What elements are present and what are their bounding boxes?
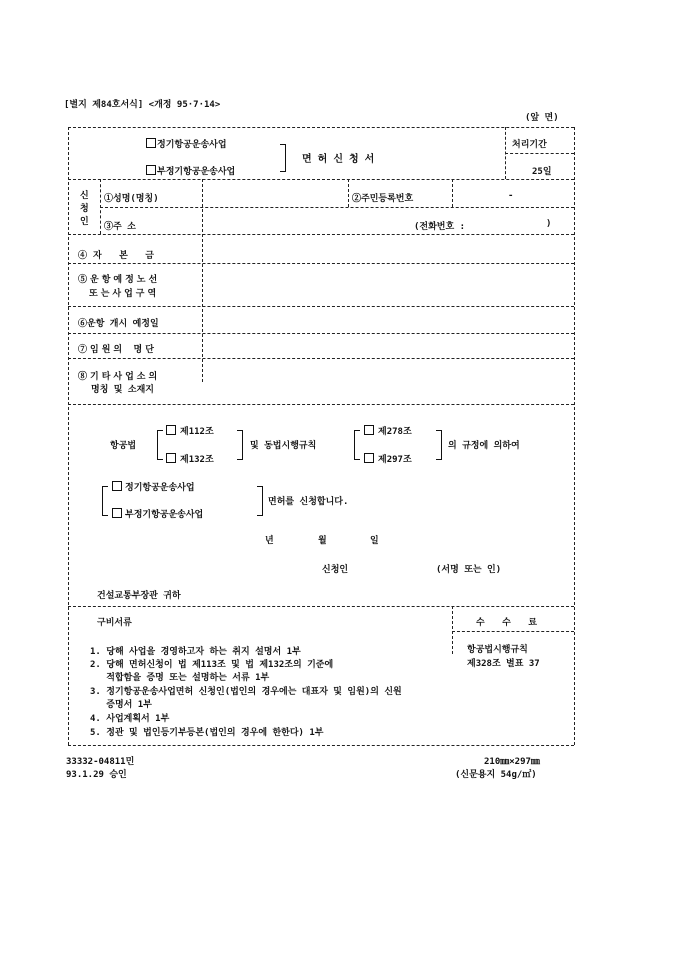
officers-label: ⑦임원의 명단 [78, 345, 157, 355]
apply-text: 면허를 신청합니다. [268, 497, 349, 507]
sign-or-seal: (서명 또는 인) [436, 565, 502, 575]
art132-checkbox[interactable] [166, 453, 176, 463]
fee-title: 수 수 료 [476, 618, 543, 628]
doc-item-5: 5. 정관 및 법인등기부등본(법인의 경우에 한한다) 1부 [90, 728, 324, 738]
decl-regular-label: 정기항공운송사업 [125, 483, 195, 493]
frame-top [68, 127, 574, 128]
frame-left [68, 127, 69, 745]
option-irregular-label: 부정기항공운송사업 [157, 167, 236, 177]
processing-label: 처리기간 [512, 140, 547, 150]
law-rule: 및 동법시행규칙 [250, 441, 317, 451]
art297-label: 제297조 [378, 455, 412, 465]
art297-checkbox[interactable] [364, 453, 374, 463]
applicant-section-label: 신청인 [80, 191, 89, 227]
art112-label: 제112조 [180, 427, 214, 437]
route-label-2: 또는사업구역 [89, 289, 160, 299]
fee-line2: 제328조 별표 37 [467, 659, 540, 669]
form-number: [별지 제84호서식] <개정 95·7·14> [64, 100, 221, 110]
title-bracket [280, 144, 286, 172]
doc-item-3: 3. 정기항공운송사업면허 신청인(법인의 경우에는 대표자 및 임원)의 신원 [90, 687, 402, 697]
doc-item-2b: 적합함을 증명 또는 설명하는 서류 1부 [90, 673, 270, 683]
address-label: ③주 소 [104, 222, 136, 232]
office-label: ⑧기타사업소의 [78, 372, 161, 382]
date-year: 년 [265, 536, 274, 546]
approval-date: 93.1.29 승인 [66, 770, 127, 780]
office-label-2: 명칭 및 소재지 [91, 385, 155, 395]
route-label: ⑤운항예정노선 [78, 275, 161, 285]
law-tail: 의 규정에 의하여 [448, 441, 520, 451]
rrn-label: ②주민등록번호 [352, 194, 414, 204]
frame-right [574, 127, 575, 745]
art112-checkbox[interactable] [166, 425, 176, 435]
name-label: ①성명(명칭) [104, 194, 159, 204]
paper-size: 210㎜×297㎜ [484, 757, 540, 767]
decl-regular-checkbox[interactable] [112, 481, 122, 491]
option-regular-checkbox[interactable] [146, 138, 156, 148]
form-code: 33332-04811민 [66, 757, 135, 767]
processing-value: 25일 [532, 167, 552, 177]
frame-bottom [68, 745, 574, 746]
date-day: 일 [370, 536, 379, 546]
page-side: (앞 면) [525, 113, 559, 123]
phone-label: (전화번호 : [414, 222, 466, 232]
start-date-label: ⑥운항 개시 예정일 [78, 319, 159, 329]
law-name: 항공법 [110, 441, 137, 451]
rrn-value: - [508, 191, 514, 201]
processing-split [505, 153, 574, 154]
applicant-sign-label: 신청인 [322, 565, 349, 575]
paper-type: (신문용지 54g/㎡) [455, 770, 537, 780]
recipient: 건설교통부장관 귀하 [97, 591, 181, 601]
decl-irregular-label: 부정기항공운송사업 [125, 510, 204, 520]
art132-label: 제132조 [180, 455, 214, 465]
option-irregular-checkbox[interactable] [146, 165, 156, 175]
capital-label: ④자 본 금 [78, 251, 160, 261]
decl-irregular-checkbox[interactable] [112, 508, 122, 518]
documents-title: 구비서류 [97, 618, 132, 628]
doc-item-4: 4. 사업계획서 1부 [90, 714, 170, 724]
option-regular-label: 정기항공운송사업 [157, 140, 227, 150]
art278-checkbox[interactable] [364, 425, 374, 435]
fee-line1: 항공법시행규칙 [467, 645, 528, 655]
form-title: 면허신청서 [302, 154, 381, 165]
doc-item-3b: 증명서 1부 [90, 700, 152, 710]
doc-item-1: 1. 당해 사업을 경영하고자 하는 취지 설명서 1부 [90, 647, 301, 657]
doc-item-2: 2. 당해 면허신청이 법 제113조 및 법 제132조의 기준에 [90, 660, 334, 670]
art278-label: 제278조 [378, 427, 412, 437]
date-month: 월 [318, 536, 327, 546]
phone-close: ) [546, 219, 552, 229]
